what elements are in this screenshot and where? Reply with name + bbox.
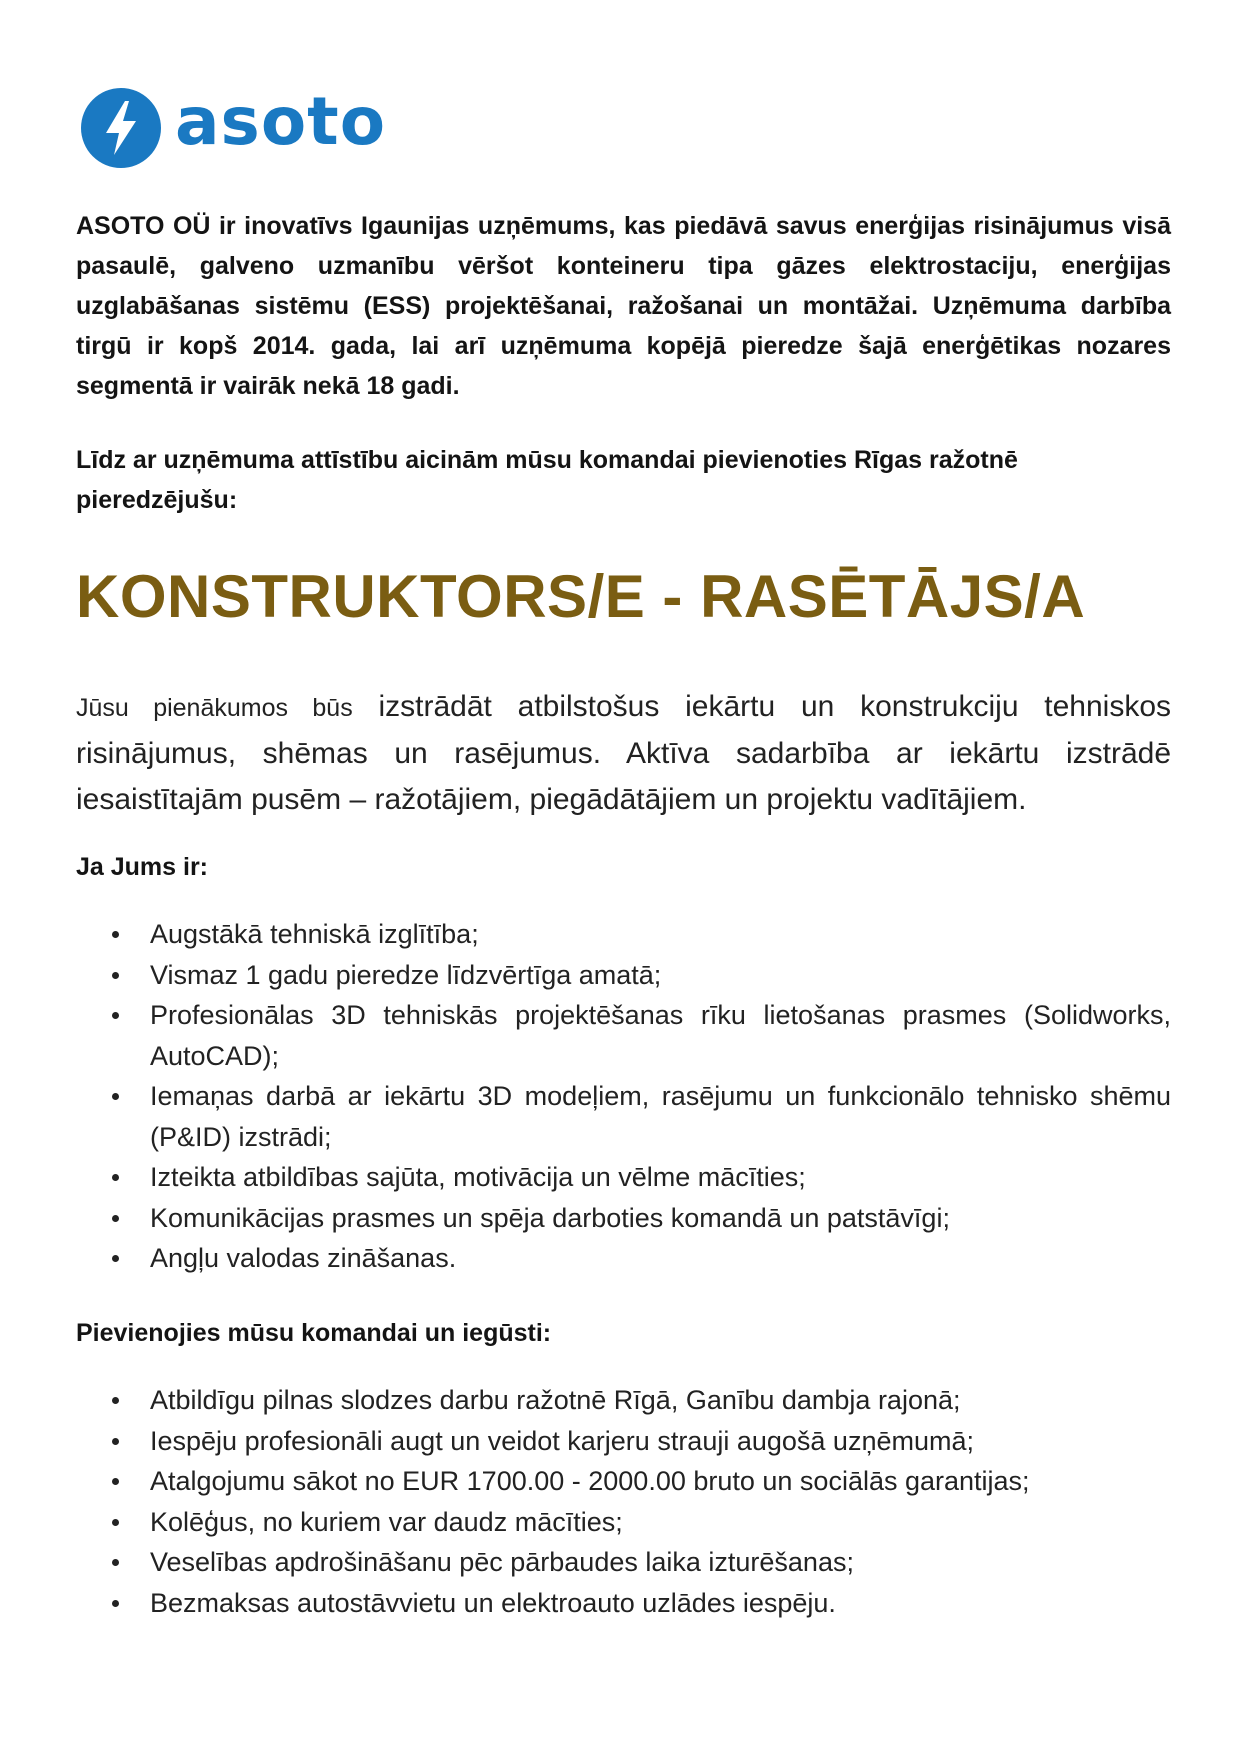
job-title: KONSTRUKTORS/E - RASĒTĀJS/A [76, 563, 1086, 630]
list-item: Kolēģus, no kuriem var daudz mācīties; [76, 1502, 1171, 1543]
list-item: Bezmaksas autostāvvietu un elektroauto uzlādes iespēju. [76, 1583, 1171, 1624]
list-item: Atbildīgu pilnas slodzes darbu ražotnē Rīgā, Ganību dambja rajonā; [76, 1380, 1171, 1421]
company-intro: ASOTO OÜ ir inovatīvs Igaunijas uzņēmums, kas piedāvā savus enerģijas risinājumus visā pasaulē, galveno uzmanību vēršot konteineru tipa gāzes elektrostaciju, enerģijas uzglabāšanas sistēmu (ESS) projektēšanai, ražošanai un montāžai. Uzņēmuma darbība tirgū ir kopš 2014. gada, lai arī uzņēmuma kopējā pieredze šajā enerģētikas nozares segmentā ir vairāk nekā 18 gadi. [76, 212, 1171, 400]
list-item: Iespēju profesionāli augt un veidot karjeru strauji augošā uzņēmumā; [76, 1421, 1171, 1462]
bullet-icon [112, 1438, 119, 1445]
bullet-icon [112, 1478, 119, 1485]
duties-text: izstrādāt atbilstošus iekārtu un konstrukciju tehniskos risinājumus, shēmas un rasējumus. Aktīva sadarbība ar iekārtu izstrādē iesaistītajām pusēm – ražotājiem, piegādātājiem un projektu vadītājiem. [76, 690, 1172, 816]
bullet-icon [112, 1093, 119, 1100]
list-item: Veselības apdrošināšanu pēc pārbaudes laika izturēšanas; [76, 1542, 1171, 1583]
benefits-list [76, 1380, 1171, 1623]
bullet-icon [112, 1215, 119, 1222]
bullet-icon [112, 1174, 119, 1181]
bullet-icon [112, 1519, 119, 1526]
lightning-bolt-icon [81, 88, 161, 168]
list-item: Izteikta atbildības sajūta, motivācija un vēlme mācīties; [76, 1157, 1171, 1198]
duties-lead: Jūsu pienākumos būs [76, 694, 353, 722]
list-item: Atalgojumu sākot no EUR 1700.00 - 2000.00 bruto un sociālās garantijas; [76, 1461, 1171, 1502]
bullet-icon [112, 1397, 119, 1404]
bullet-icon [112, 1255, 119, 1262]
bullet-icon [112, 1012, 119, 1019]
list-item: Augstākā tehniskā izglītība; [76, 914, 1171, 955]
company-logo [81, 83, 387, 168]
bullet-icon [112, 1600, 119, 1607]
invitation-text: Līdz ar uzņēmuma attīstību aicinām mūsu komandai pievienoties Rīgas ražotnē pieredzējušu: [76, 446, 1018, 514]
bullet-icon [112, 972, 119, 979]
requirements-list [76, 914, 1171, 1279]
bullet-icon [112, 1559, 119, 1566]
list-item: Vismaz 1 gadu pieredze līdzvērtīga amatā; [76, 955, 1171, 996]
bullet-icon [112, 931, 119, 938]
list-item: Profesionālas 3D tehniskās projektēšanas rīku lietošanas prasmes (Solidworks, AutoCAD); [76, 995, 1171, 1076]
list-item: Komunikācijas prasmes un spēja darboties komandā un patstāvīgi; [76, 1198, 1171, 1239]
logo-wordmark: asoto [175, 83, 387, 160]
duties-paragraph [76, 684, 1171, 823]
list-item: Iemaņas darbā ar iekārtu 3D modeļiem, rasējumu un funkcionālo tehnisko shēmu (P&ID) izstrādi; [76, 1076, 1171, 1157]
benefits-heading: Pievienojies mūsu komandai un iegūsti: [76, 1319, 552, 1347]
requirements-heading: Ja Jums ir: [76, 853, 209, 881]
list-item: Angļu valodas zināšanas. [76, 1238, 1171, 1279]
